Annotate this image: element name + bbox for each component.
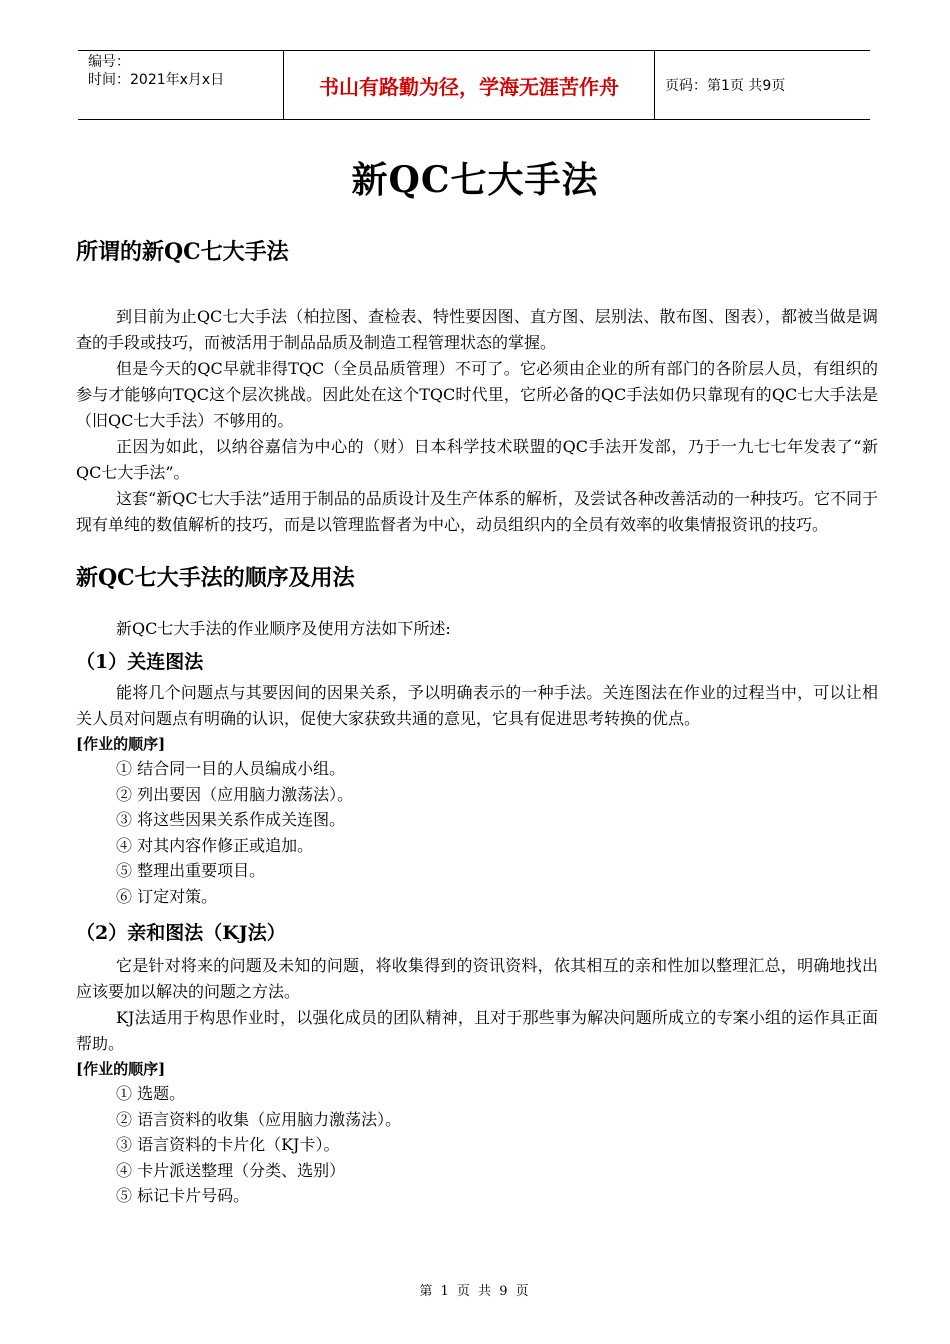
list-item: ② 列出要因（应用脑力激荡法）。 [116,784,354,804]
paragraph: 它是针对将来的问题及未知的问题，将收集得到的资讯资料，依其相互的亲和性加以整理汇总，明确地找出应该要加以解决的问题之方法。 [76,956,878,1001]
method2-steps [76,1081,878,1209]
list-item: ② 语言资料的收集（应用脑力激荡法）。 [116,1109,402,1129]
paragraph: 正因为如此，以纳谷嘉信为中心的（财）日本科学技术联盟的QC手法开发部，乃于一九七七年发表了“新QC七大手法”。 [76,437,878,482]
number-label: 编号： [88,54,130,70]
method2-title: （2）亲和图法（KJ法） [76,922,286,944]
section2-intro: 新QC七大手法的作业顺序及使用方法如下所述: [116,619,451,638]
document-title: 新QC七大手法 [351,159,599,201]
paragraph: 到目前为止QC七大手法（柏拉图、查检表、特性要因图、直方图、层别法、散布图、图表），都被当做是调查的手段或技巧，而被活用于制品品质及制造工程管理状态的掌握。 [76,307,878,352]
time-label: 时间：2021年x月x日 [88,72,225,88]
method1-steps [76,756,878,909]
paragraph: 能将几个问题点与其要因间的因果关系，予以明确表示的一种手法。关连图法在作业的过程当中，可以让相关人员对问题点有明确的认识，促使大家获致共通的意见，它具有促进思考转换的优点。 [76,683,878,728]
paragraph: 这套“新QC七大手法”适用于制品的品质设计及生产体系的解析，及尝试各种改善活动的一种技巧。它不同于现有单纯的数值解析的技巧，而是以管理监督者为中心，动员组织内的全员有效率的收集情报资讯的技巧。 [76,489,878,534]
list-item: ① 选题。 [116,1084,186,1103]
page-footer: 第 1 页 共 9 页 [419,1284,531,1299]
header-page-code: 页码：第1页 共9页 [665,78,786,94]
method1-title: （1）关连图法 [76,651,204,673]
section1-heading: 所谓的新QC七大手法 [76,239,289,265]
list-item: ④ 卡片派送整理（分类、选别） [116,1160,346,1180]
list-item: ⑤ 整理出重要项目。 [116,861,266,880]
list-item: ⑥ 订定对策。 [116,886,218,906]
list-item: ③ 语言资料的卡片化（KJ卡）。 [116,1135,340,1154]
list-item: ④ 对其内容作修正或追加。 [116,835,314,855]
paragraph: 但是今天的QC早就非得TQC（全员品质管理）不可了。它必须由企业的所有部门的各阶层人员，有组织的参与才能够向TQC这个层次挑战。因此处在这个TQC时代里，它所必备的QC手法如仍只靠现有的QC七大手法是（旧QC七大手法）不够用的。 [76,359,878,430]
document-body [76,236,878,1209]
list-item: ⑤ 标记卡片号码。 [116,1186,250,1205]
header-meta [78,51,283,119]
list-item: ① 结合同一目的人员编成小组。 [116,759,346,778]
list-item: ③ 将这些因果关系作成关连图。 [116,810,346,829]
steps-label: [作业的顺序] [76,1060,166,1078]
steps-label: [作业的顺序] [76,735,166,753]
page-header [78,50,870,120]
paragraph: KJ法适用于构思作业时，以强化成员的团队精神，且对于那些事为解决问题所成立的专案小组的运作具正面帮助。 [76,1008,878,1053]
section2-heading: 新QC七大手法的顺序及用法 [76,565,355,591]
header-motto: 书山有路勤为径，学海无涯苦作舟 [283,51,655,119]
